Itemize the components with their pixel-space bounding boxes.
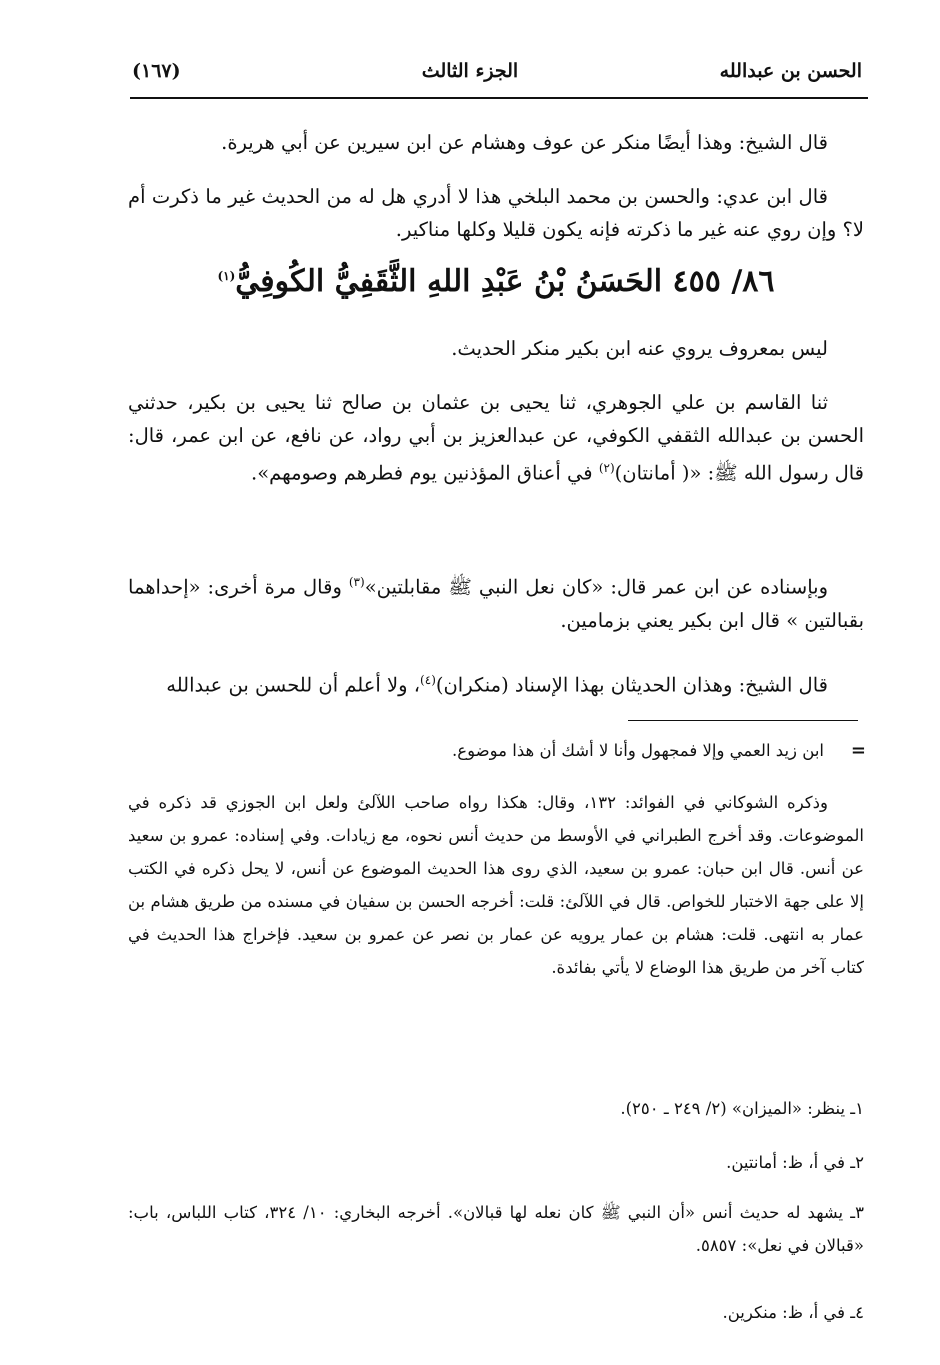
entry-heading-text: ٨٦/ ٤٥٥ الحَسَنُ بْنُ عَبْدِ اللهِ الثَّقَفِيُّ الكُوفِيُّ [235, 264, 775, 299]
paragraph-6-text: قال الشيخ: وهذان الحديثان بهذا الإسناد (منكران) [435, 673, 828, 697]
paragraph-1: قال الشيخ: وهذا أيضًا منكر عن عوف وهشام عن ابن سيرين عن أبي هريرة. [221, 131, 828, 154]
paragraph-5-text: وبإسناده عن ابن عمر قال: «كان نعل النبي ﷺ مقابلتين» [364, 575, 828, 599]
running-header-volume: الجزء الثالث [421, 60, 519, 82]
footnote-continuation-mark: = [850, 740, 866, 761]
header-rule [130, 97, 868, 99]
page-number: (١٦٧) [132, 60, 181, 82]
footnote-ref-4: (٤) [420, 673, 436, 687]
footnote-carry-2: وذكره الشوكاني في الفوائد: ١٣٢، وقال: هكذا رواه صاحب اللآلئ ولعل ابن الجوزي قد ذكره في الموضوعات. وقد أخرج الطبراني في الأوسط من حديث أنس نحوه، مع زيادات. وفي إسناده: عمرو بن سعيد عن أنس. قال ابن حبان: عمرو بن سعيد، الذي روى هذا الحديث الموضوع عن أنس، لا يحل ذكره في الكتب إلا على جهة الاختبار للخواص. قال في اللآلئ: قلت: أخرجه الحسن بن سفيان في مسنده من طريق هشام بن عمار به انتهى. قلت: هشام بن عمار يرويه عن عمار بن نصر عن عمرو بن سعيد. فإخراج هذا الحديث في كتاب آخر من طريق هذا الوضاع لا يأتي بفائدة. [128, 793, 864, 977]
footnote-2: ٢ـ في أ، ظ: أمانتين. [726, 1153, 864, 1172]
paragraph-6-end: ، ولا أعلم أن للحسن بن عبدالله [166, 673, 421, 697]
running-header-author: الحسن بن عبدالله [719, 60, 862, 82]
footnote-4: ٤ـ في أ، ظ: منكرين. [722, 1303, 864, 1322]
footnote-3: ٣ـ يشهد له حديث أنس «أن النبي ﷺ كان نعله لها قبالان». أخرجه البخاري: ١٠/ ٣٢٤، كتاب اللباس، باب: «قبالان في نعل»: ٥٨٥٧. [128, 1203, 864, 1255]
paragraph-6 [128, 664, 864, 702]
footnote-ref-2: (٢) [598, 461, 615, 475]
footnote-rule [628, 720, 858, 721]
footnote-carry: ابن زيد العمي وإلا فمجهول وأنا لا أشك أن هذا موضوع. [452, 741, 824, 760]
paragraph-4-text: ثنا القاسم بن علي الجوهري، ثنا يحيى بن عثمان بن صالح ثنا يحيى بن بكير، حدثني الحسن بن عبدالله الثقفي الكوفي، عن عبدالعزيز بن أبي رواد، عن نافع، عن ابن عمر، قال: قال رسول الله ﷺ: «( أمانتان) [128, 391, 864, 485]
paragraph-3: ليس بمعروف يروي عنه ابن بكير منكر الحديث. [451, 337, 828, 360]
paragraph-5 [128, 566, 864, 637]
entry-heading [128, 264, 864, 299]
footnote-ref-3: (٣) [348, 575, 365, 589]
paragraph-4-end: في أعناق المؤذنين يوم فطرهم وصومهم». [251, 461, 599, 485]
entry-heading-footnote-ref: (١) [217, 269, 236, 283]
paragraph-2: قال ابن عدي: والحسن بن محمد البلخي هذا لا أدري هل له من الحديث غير ما ذكرت أم لا؟ وإن روي عنه غير ما ذكرته فإنه يكون قليلا وكلها مناكير. [128, 185, 864, 241]
footnote-1: ١ـ ينظر: «الميزان» (٢/ ٢٤٩ ـ ٢٥٠). [620, 1099, 864, 1118]
paragraph-5-end: وقال مرة أخرى: «إحداهما بقبالتين » قال ابن بكير يعني بزمامين. [128, 575, 864, 632]
paragraph-4 [128, 386, 864, 490]
